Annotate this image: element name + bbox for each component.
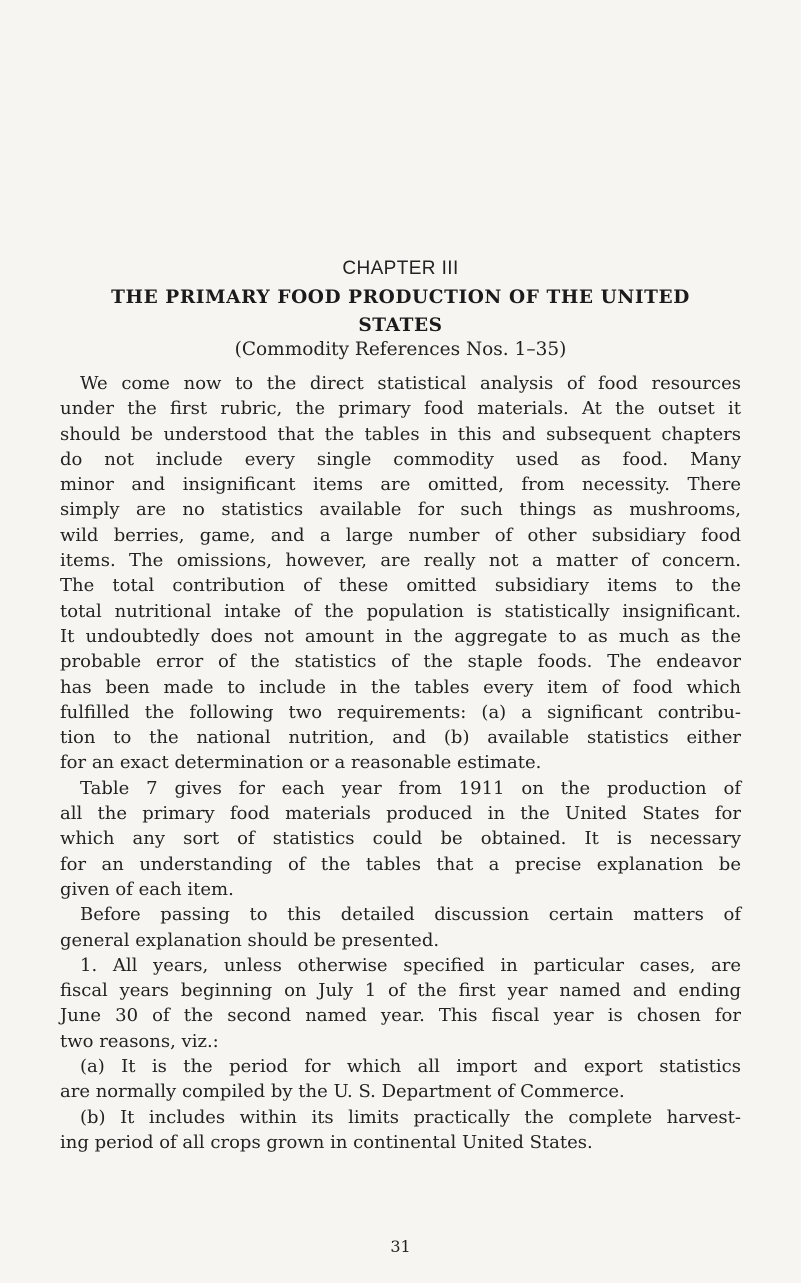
body-line: June 30 of the second named year. This fiscal year is chosen for (60, 1005, 741, 1027)
body-line: which any sort of statistics could be obtained. It is necessary (60, 828, 741, 850)
body-line: has been made to include in the tables every item of food which (60, 676, 741, 698)
body-line: probable error of the statistics of the staple foods. The endeavor (60, 651, 741, 673)
body-line: The total contribution of these omitted subsidiary items to the (60, 575, 741, 597)
body-line: are normally compiled by the U. S. Department of Commerce. (60, 1081, 625, 1103)
commodity-references: (Commodity References Nos. 1–35) (234, 339, 567, 360)
chapter-title-line-1: THE PRIMARY FOOD PRODUCTION OF THE UNITED (111, 287, 690, 308)
body-line: 1. All years, unless otherwise specified in particular cases, are (80, 954, 741, 976)
chapter-title (60, 284, 741, 340)
body-text (60, 371, 741, 1155)
body-line: tion to the national nutrition, and (b) available statistics either (60, 727, 741, 749)
body-line: (b) It includes within its limits practically the complete harvest- (80, 1106, 741, 1128)
body-line: minor and insignificant items are omitted, from necessity. There (60, 474, 741, 496)
chapter-title-line-2: STATES (358, 315, 443, 336)
body-line: fiscal years beginning on July 1 of the first year named and ending (60, 980, 741, 1002)
body-line: total nutritional intake of the population is statistically insignificant. (60, 600, 741, 622)
page-number: 31 (390, 1237, 411, 1256)
chapter-heading: CHAPTER III (342, 258, 459, 279)
body-line: ing period of all crops grown in continental United States. (60, 1131, 593, 1153)
body-line: for an exact determination or a reasonable estimate. (60, 752, 542, 774)
body-line: all the primary food materials produced in the United States for (60, 803, 741, 825)
body-line: general explanation should be presented. (60, 929, 440, 951)
body-line: fulfilled the following two requirements: (a) a significant contribu- (60, 701, 741, 723)
body-line: Before passing to this detailed discussion certain matters of (80, 904, 741, 926)
body-line: We come now to the direct statistical analysis of food resources (80, 373, 741, 394)
body-line: It undoubtedly does not amount in the aggregate to as much as the (60, 625, 741, 647)
body-line: given of each item. (60, 878, 234, 900)
body-line: Table 7 gives for each year from 1911 on the production of (80, 777, 741, 799)
body-line: for an understanding of the tables that a precise explanation be (60, 853, 741, 875)
body-line: wild berries, game, and a large number of other subsidiary food (60, 524, 741, 546)
body-line: should be understood that the tables in this and subsequent chapters (60, 423, 741, 445)
body-line: items. The omissions, however, are really not a matter of concern. (60, 550, 741, 572)
body-line: do not include every single commodity used as food. Many (60, 448, 741, 470)
body-line: (a) It is the period for which all import and export statistics (80, 1056, 741, 1078)
body-line: under the first rubric, the primary food materials. At the outset it (60, 398, 741, 420)
body-line: two reasons, viz.: (60, 1030, 219, 1052)
body-line: simply are no statistics available for such things as mushrooms, (60, 499, 741, 521)
